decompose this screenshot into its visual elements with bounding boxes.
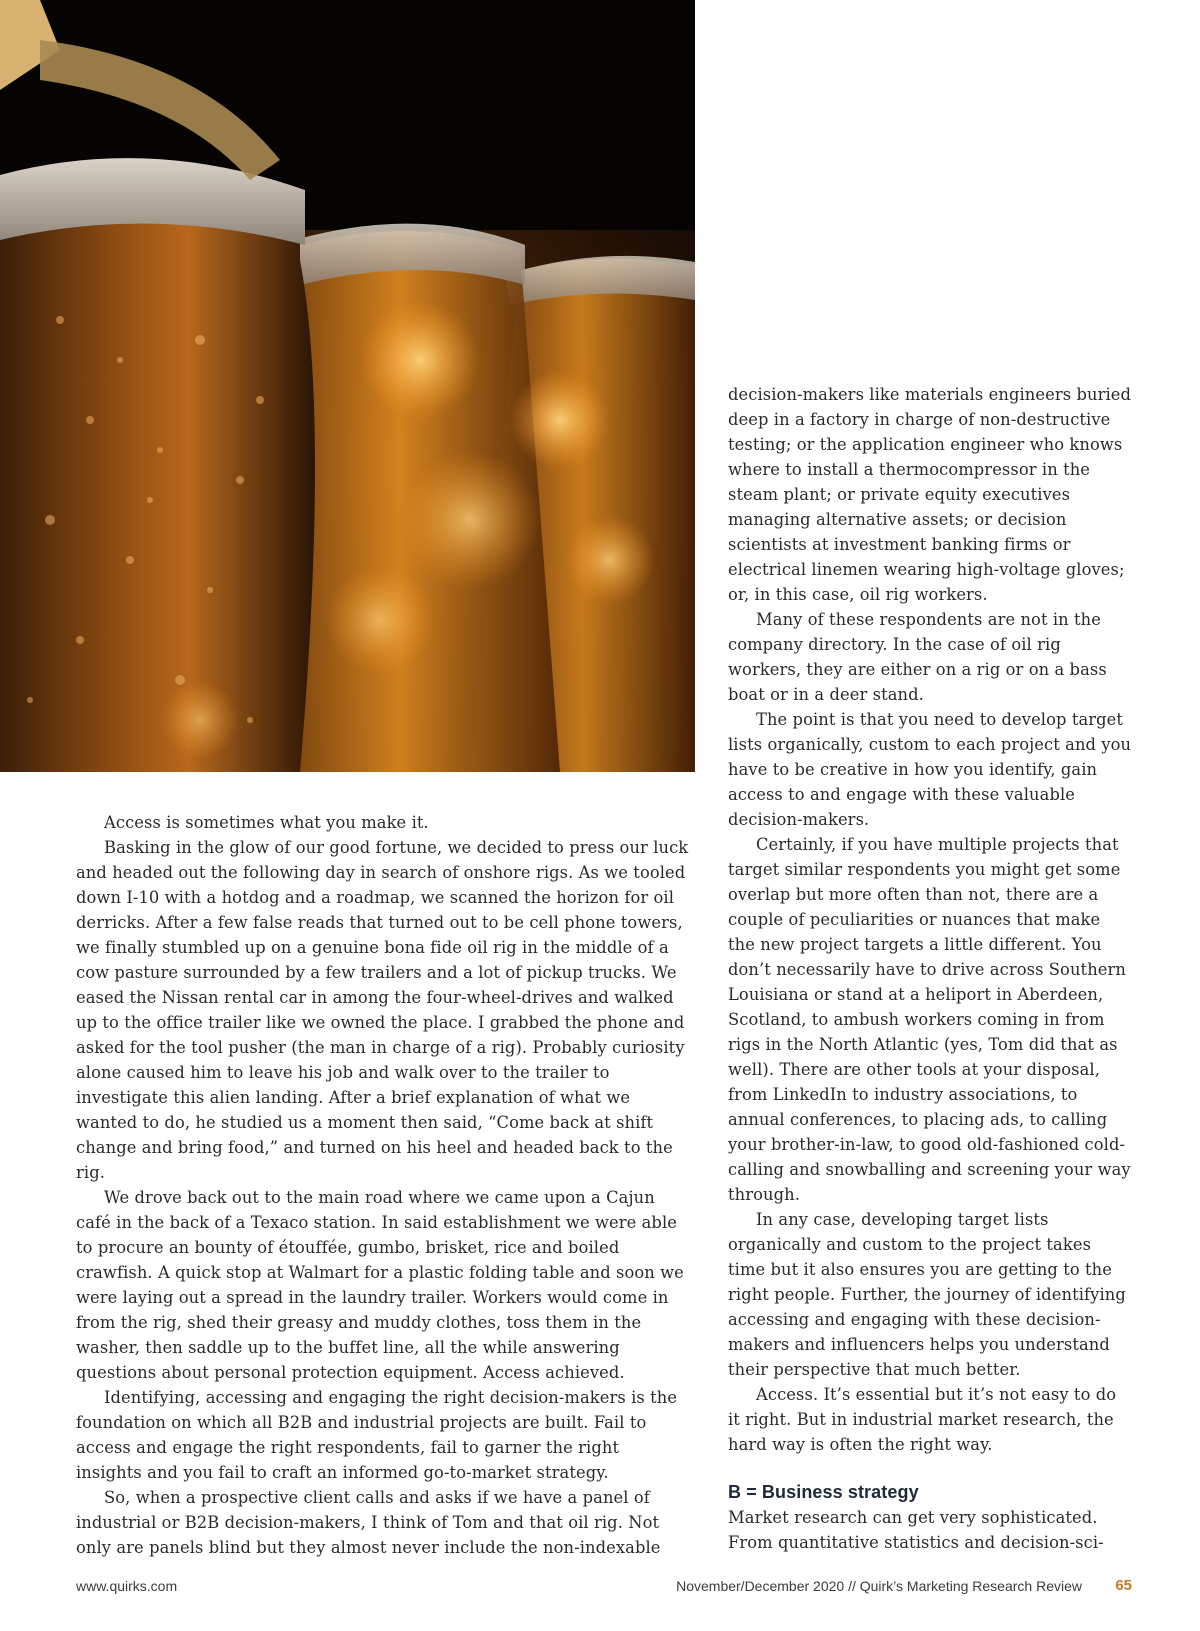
article-paragraph: Market research can get very sophisticated. From quantitative statistics and decision-sci- (728, 1508, 1104, 1552)
beer-bottles-illustration (0, 0, 695, 772)
article-paragraph: We drove back out to the main road where we came upon a Cajun café in the back of a Texaco station. In said establishment we were able to procure an bounty of étouffée, gumbo, brisket, rice and boiled crawfish. A quick stop at Walmart for a plastic folding table and soon we were laying out a spread in the laundry trailer. Workers would come in from the rig, shed their greasy and muddy clothes, toss them in the washer, then saddle up to the buffet line, all the while answering questions about personal protection equipment. Access achieved. (76, 1188, 684, 1382)
page-footer (76, 1578, 1132, 1600)
section-subheading: B = Business strategy (728, 1482, 919, 1502)
article-right-column (728, 382, 1132, 1555)
footer-url: www.quirks.com (76, 1578, 178, 1594)
article-left-column (76, 810, 690, 1560)
beer-bottles-photo (0, 0, 695, 772)
article-paragraph: Access. It’s essential but it’s not easy to do it right. But in industrial market research, the hard way is often the right way. (728, 1385, 1117, 1454)
article-paragraph: Identifying, accessing and engaging the right decision-makers is the foundation on which all B2B and industrial projects are built. Fail to access and engage the right respondents, fail to garner the right insights and you fail to craft an informed go-to-market strategy. (76, 1388, 678, 1482)
article-paragraph: So, when a prospective client calls and asks if we have a panel of industrial or B2B decision-makers, I think of Tom and that oil rig. Not only are panels blind but they almost never include the non-indexable (76, 1488, 661, 1557)
article-paragraph: decision-makers like materials engineers buried deep in a factory in charge of non-destructive testing; or the application engineer who knows where to install a thermocompressor in the steam plant; or private equity executives managing alternative assets; or decision scientists at investment banking firms or electrical linemen wearing high-voltage gloves; or, in this case, oil rig workers. (728, 385, 1132, 604)
article-paragraph: Access is sometimes what you make it. (104, 813, 429, 832)
footer-issue: November/December 2020 // Quirk’s Marketing Research Review (676, 1578, 1082, 1594)
article-paragraph: In any case, developing target lists organically and custom to the project takes time but it also ensures you are getting to the right people. Further, the journey of identifying accessing and engaging with these decision-makers and influencers helps you understand their perspective that much better. (728, 1210, 1126, 1379)
article-paragraph: Certainly, if you have multiple projects that target similar respondents you might get some overlap but more often than not, there are a couple of peculiarities or nuances that make the new project targets a little different. You don’t necessarily have to drive across Southern Louisiana or stand at a heliport in Aberdeen, Scotland, to ambush workers coming in from rigs in the North Atlantic (yes, Tom did that as well). There are other tools at your disposal, from LinkedIn to industry associations, to annual conferences, to placing ads, to calling your brother-in-law, to good old-fashioned cold-calling and snowballing and screening your way through. (728, 835, 1131, 1204)
page-number: 65 (1115, 1577, 1132, 1594)
article-paragraph: Basking in the glow of our good fortune, we decided to press our luck and headed out the following day in search of onshore rigs. As we tooled down I-10 with a hotdog and a roadmap, we scanned the horizon for oil derricks. After a few false reads that turned out to be cell phone towers, we finally stumbled up on a genuine bona fide oil rig in the middle of a cow pasture surrounded by a few trailers and a lot of pickup trucks. We eased the Nissan rental car in among the four-wheel-drives and walked up to the office trailer like we owned the place. I grabbed the phone and asked for the tool pusher (the man in charge of a rig). Probably curiosity alone caused him to leave his job and walk over to the trailer to investigate this alien landing. After a brief explanation of what we wanted to do, he studied us a moment then said, “Come back at shift change and bring food,” and turned on his heel and headed back to the rig. (76, 838, 689, 1182)
article-paragraph: The point is that you need to develop target lists organically, custom to each project and you have to be creative in how you identify, gain access to and engage with these valuable decision-makers. (728, 710, 1132, 829)
article-paragraph: Many of these respondents are not in the company directory. In the case of oil rig workers, they are either on a rig or on a bass boat or in a deer stand. (728, 610, 1107, 704)
